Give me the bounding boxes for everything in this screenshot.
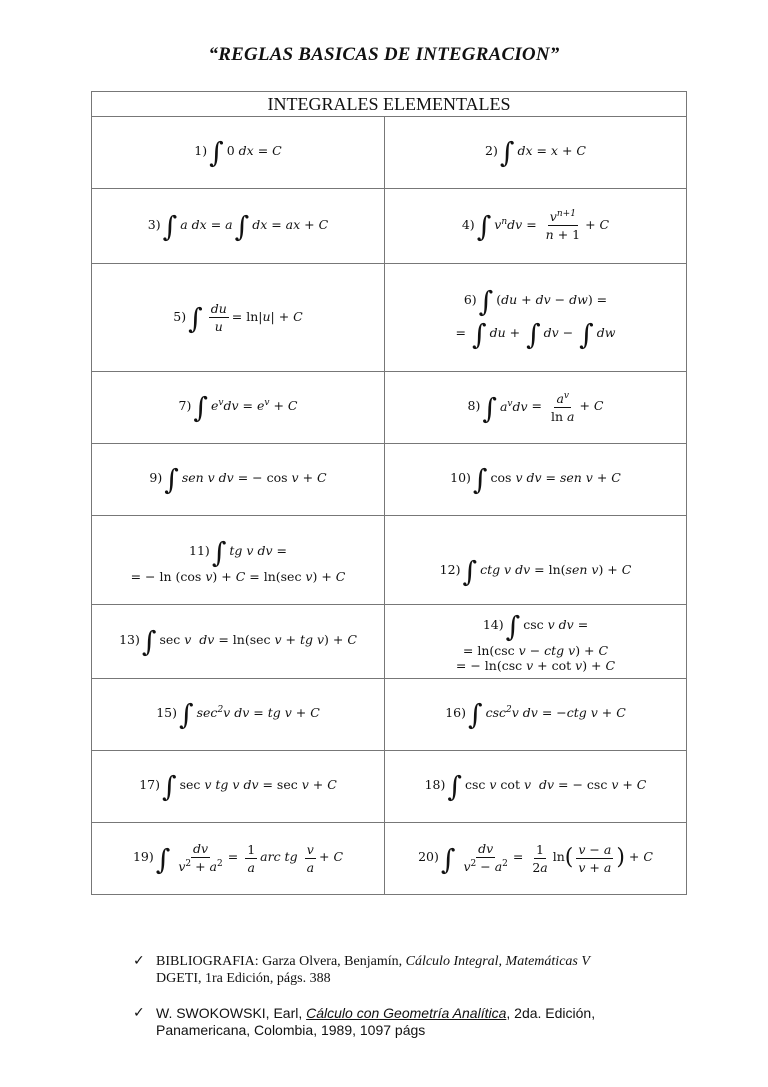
bibliography-item-2: ✓ W. SWOKOWSKI, Earl, Cálculo con Geometría Analítica, 2da. Edición, Panamericana, Colombia, 1989, 1097 págs	[133, 1005, 596, 1038]
rule-13: 13)∫ sec v dv = ln(sec v + tg v) + C	[92, 605, 385, 679]
check-mark-icon: ✓	[133, 953, 145, 969]
rule-5: 5)∫ $\frac{du}{u}$ = ln|u| + C	[92, 264, 385, 372]
rule-3: 3)∫ a dx = a∫ dx = ax + C	[92, 189, 385, 264]
rule-20: 20)∫ $\frac{dv}{v^2 - a^2}$ = $\frac{1}{2a}$ ln( $\frac{v - a}{v + a}$ ) + C	[385, 823, 687, 895]
rule-9: 9)∫ sen v dv = − cos v + C	[92, 444, 385, 516]
rule-2: 2)∫ dx = x + C	[385, 117, 687, 189]
integration-rules-table	[91, 91, 687, 895]
rule-16: 16)∫ $\csc^2v$ dv = −ctg v + C	[385, 679, 687, 751]
rule-11: 11)∫ tg v dv = = − ln (cos v) + C = ln(sec v) + C	[92, 516, 385, 605]
rule-6: 6)∫ (du + dv − dw) = = ∫ du + ∫ dv − ∫ dw	[385, 264, 687, 372]
rule-10: 10)∫ cos v dv = sen v + C	[385, 444, 687, 516]
table-header: INTEGRALES ELEMENTALES	[92, 92, 687, 117]
rule-15: 15)∫ $\sec^2v$ dv = tg v + C	[92, 679, 385, 751]
rule-1: 1)∫ 0 dx = C	[92, 117, 385, 189]
rule-19: 19)∫ $\frac{dv}{v^2 + a^2}$ = $\frac{1}{a}$ arc tg $\frac{v}{a}$ + C	[92, 823, 385, 895]
rule-14: 14)∫ csc v dv = = ln(csc v − ctg v) + C = − ln(csc v + cot v) + C	[385, 605, 687, 679]
rule-18: 18)∫ csc v cot v dv = − csc v + C	[385, 751, 687, 823]
rule-7: 7)∫ $e^vdv = e^v + C$	[92, 372, 385, 444]
rule-4: 4)∫ $v^ndv$ = $\frac{v^{n+1}}{n + 1}$ + C	[385, 189, 687, 264]
rule-8: 8)∫ $a^vdv$ = $\frac{a^v}{\text{ln a}}$ + C	[385, 372, 687, 444]
rule-12: 12)∫ ctg v dv = ln(sen v) + C	[385, 516, 687, 605]
rule-17: 17)∫ sec v tg v dv = sec v + C	[92, 751, 385, 823]
check-mark-icon: ✓	[133, 1005, 145, 1021]
document-title: “REGLAS BASICAS DE INTEGRACION”	[208, 44, 560, 65]
bibliography-item-1: ✓ BIBLIOGRAFIA: Garza Olvera, Benjamín, Cálculo Integral, Matemáticas V DGETI, 1ra Edición, págs. 388	[133, 953, 590, 986]
